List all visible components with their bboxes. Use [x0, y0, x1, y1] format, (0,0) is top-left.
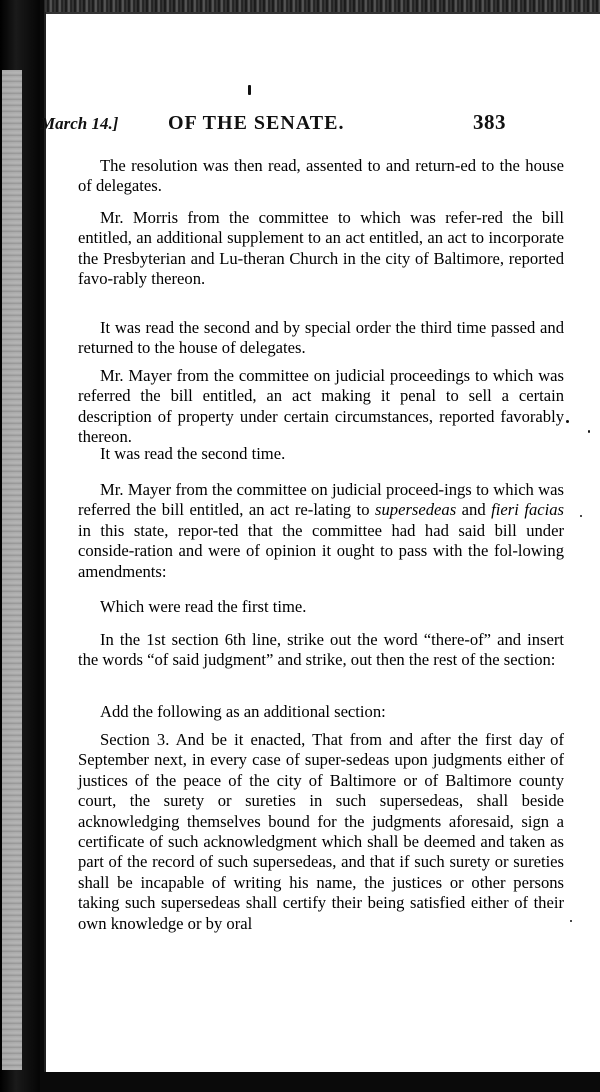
paragraph-2: Mr. Morris from the committee to which was refer-red the bill entitled, an additional supplement to an act entitled, an act to incorporate the Presbyterian and Lu-theran Church in the city of Baltimore, reported favo-rably thereon.	[78, 208, 564, 289]
paragraph-9: Add the following as an additional section:	[100, 702, 386, 721]
paragraph-7: Which were read the first time.	[100, 597, 307, 616]
scan-bottom-edge	[40, 1072, 600, 1092]
scan-mark	[248, 85, 251, 95]
paragraph-4: Mr. Mayer from the committee on judicial proceedings to which was referred the bill entitled, an act making it penal to sell a certain description of property under certain circumstances, reported favorably thereon.	[78, 366, 564, 447]
scan-speck	[566, 420, 569, 423]
paragraph-3: It was read the second and by special order the third time passed and returned to the house of delegates.	[78, 318, 564, 358]
p6-text-b: and	[456, 500, 492, 520]
page-number: 383	[473, 110, 506, 134]
paragraph-1: The resolution was then read, assented to and return-ed to the house of delegates.	[78, 156, 564, 196]
p6-term-supersedeas: supersedeas	[375, 500, 457, 520]
paragraph-8: In the 1st section 6th line, strike out the word “there-of” and insert the words “of said judgment” and strike, out then the rest of the section:	[78, 630, 564, 670]
scan-speck	[588, 430, 590, 433]
scan-speck	[580, 515, 582, 517]
running-header	[40, 110, 506, 136]
paragraph-5: It was read the second time.	[100, 444, 286, 463]
header-title: OF THE SENATE.	[168, 112, 345, 134]
paragraph-6	[78, 480, 564, 582]
header-date: March 14.]	[40, 114, 119, 133]
scan-speck	[570, 920, 572, 922]
paragraph-10: Section 3. And be it enacted, That from and after the first day of September next, in every case of super-sedeas upon judgments either of justices of the peace of the city of Baltimore or of Baltimore county court, the surety or sureties in such supersedeas, shall beside acknowledging themselves bound for the judgments aforesaid, sign a certificate of such acknowledgment which shall be deemed and taken as part of the record of such supersedeas, and that if such surety or sureties shall be incapable of writing his name, the justices or other persons taking such supersedeas shall certify their being satisfied either of their own knowledge or by oral	[78, 730, 564, 933]
p6-text-a: Mr. Mayer from the committee on judicial proceed-ings to which was referred the bill entitled, an act re-lating to	[78, 480, 564, 520]
p6-term-fieri-facias: fieri facias	[491, 500, 564, 520]
facing-page-edge	[2, 70, 22, 1070]
p6-text-c: in this state, repor-ted that the committee had had said bill under conside-ration and were of opinion it ought to pass with the fol-lowing amendments:	[78, 520, 564, 581]
